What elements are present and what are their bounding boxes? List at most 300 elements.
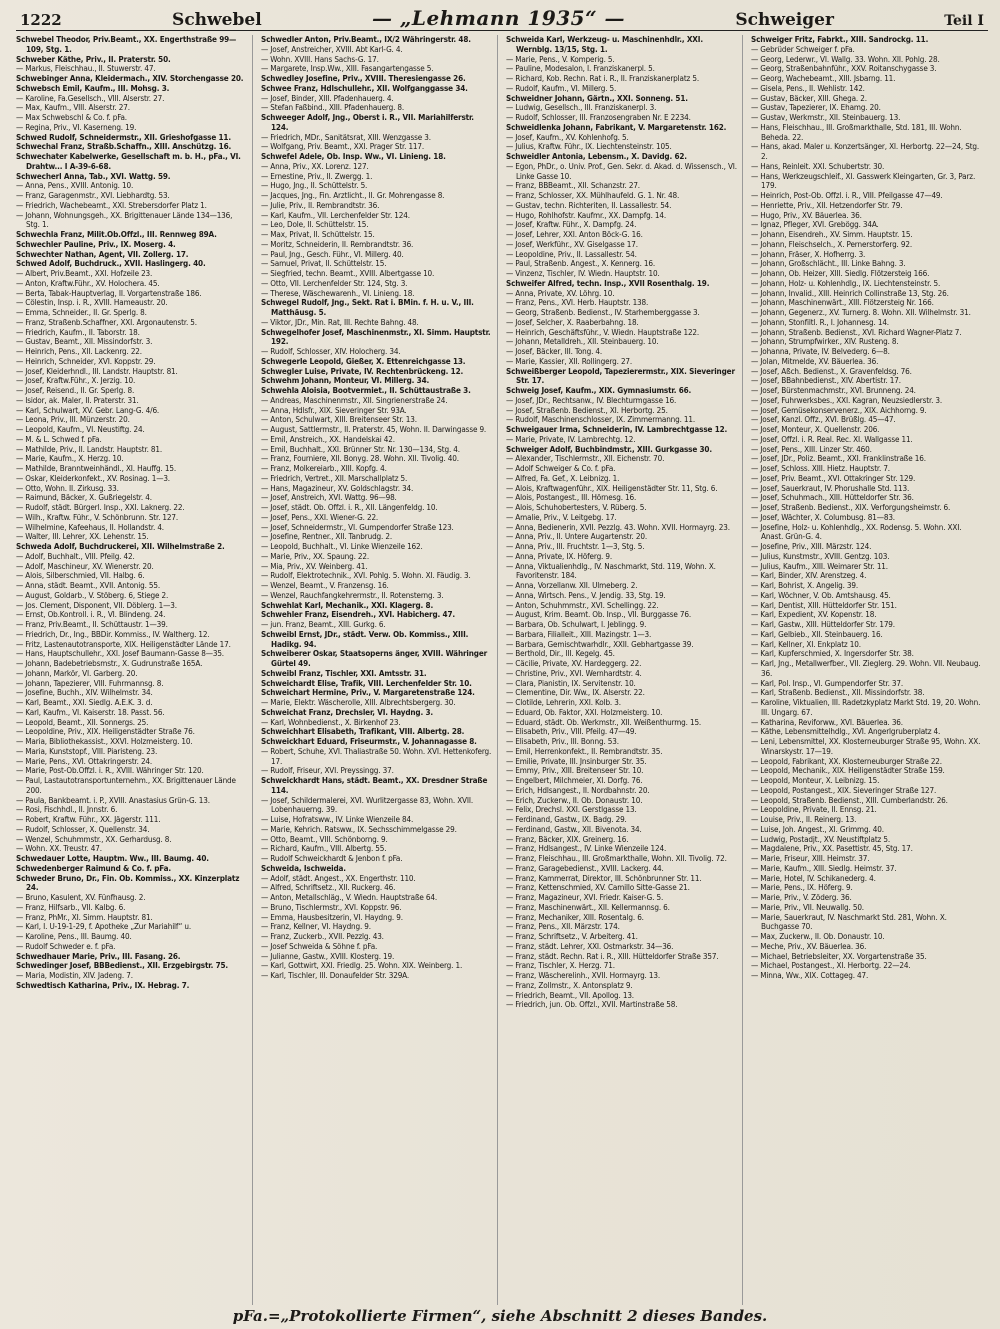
directory-entry: — Marie, Priv., XX. Spaung. 22. (261, 550, 370, 561)
directory-entry: — Anna, Priv., II. Untere Augartenstr. 20. (506, 531, 647, 542)
directory-entry: — Karoline, Viktualien, III. Radetzkyplatz Markt Std. 19, 20. Wohn. III. Ungarg. 67. (751, 697, 981, 717)
directory-entry: — Johann, Gegenerz., XV. Turnerg. 8. Wohn. XII. Wilhelmstr. 31. (751, 307, 971, 317)
directory-entry: — Johann, Straßenb. Bedienst., XVI. Richard Wagner-Platz 7. (751, 326, 962, 337)
directory-entry: Schwechla Franz, Milit.Ob.Offzl., III. Rennweg 89A. (16, 229, 217, 239)
directory-entry: — Marie, Kaufm., XIII. Siedlg. Heimstr. 37. (751, 862, 897, 873)
directory-entry: — Marie, Kaufm., X. Herzg. 10. (16, 453, 124, 464)
directory-entry: — Franz, Straßenb.Schaffner, XXI. Argonautenstr. 5. (16, 316, 197, 327)
directory-entry: — Wohn. XX. Treustr. 47. (16, 843, 102, 854)
directory-entry: Schwechler Pauline, Priv., IX. Moserg. 4. (16, 238, 176, 249)
directory-entry: — Karoline, Pens., III. Baumg. 40. (16, 931, 132, 941)
directory-entry: — Raimund, Bäcker, X. Gußriegelstr. 4. (16, 492, 152, 503)
directory-entry: — Vinzenz, Tischler, IV. Wiedn. Hauptstr. 10. (506, 268, 660, 278)
directory-entry: — Marie, Elektr. Wäscherolle, XIII. Albrechtsbergerg. 30. (261, 697, 456, 707)
directory-entry: — Josef, Werkführ., XV. Giselgasse 17. (506, 238, 638, 249)
directory-entry: — Franz, Zuckerb., XVII. Pezzlg. 43. (261, 931, 384, 941)
directory-entry: — Maria, Bibliothekassist., XXVI. Holzmeisterg. 10. (16, 736, 193, 746)
directory-entry: — Clementine, Dir. Ww., IX. Alserstr. 22. (506, 687, 645, 698)
directory-entry: — Josef, Bäcker, III. Tong. 4. (506, 346, 603, 356)
directory-entry: — Franz, Schriftsetz., V. Arbeiterg. 41. (506, 931, 638, 941)
directory-entry: — Georg, Lederwr., VI. Wallg. 33. Wohn. XII. Pohlg. 28. (751, 53, 940, 64)
directory-entry: Schweickhardt Hans, städt. Beamt., XX. Dresdner Straße 114. (261, 775, 488, 795)
directory-entry: — Stefan Faßbind., XIII. Pfadenhauerg. 8. (261, 102, 405, 113)
directory-entry: — Hans, akad. Maler u. Konzertsänger, XI. Herbortg. 22—24, Stg. 2. (751, 141, 980, 161)
directory-entry: — Leopold, Mechanik., XIX. Heiligenstädter Straße 159. (751, 765, 945, 776)
directory-entry: — Josef, Schuhmach., XIII. Hütteldorfer Str. 36. (751, 492, 914, 503)
directory-entry: — Franz, Kettenschmied, XV. Camillo Sitte-Gasse 21. (506, 882, 690, 893)
page-header (16, 6, 988, 31)
directory-entry: — Franz, Fleischhau., III. Großmarkthalle, Wohn. XII. Tivolig. 72. (506, 853, 727, 863)
directory-entry: — Friedrich, Beamt., VII. Apollog. 13. (506, 989, 634, 1000)
directory-entry: — Anna, Private, XV. Löhrg. 10. (506, 287, 615, 298)
directory-entry: — Otto, Wohn. II. Zirkusg. 33. (16, 482, 119, 493)
directory-entry: — Moritz, Schneiderin, II. Rembrandtstr. 36. (261, 238, 414, 249)
directory-entry: — Louise, Priv., II. Reinerg. 13. (751, 814, 857, 824)
directory-entry: Schwebinger Anna, Kleidermach., XIV. Storchengasse 20. (16, 73, 244, 83)
directory-entry: — August, Sattlermstr., II. Praterstr. 45, Wohn. II. Darwingasse 9. (261, 424, 487, 434)
directory-entry: Schweiger Fritz, Fabrkt., XIII. Sandrockg. 11. (751, 35, 929, 44)
directory-entry: — Johann, Tapezierer, VIII. Fuhrmannsg. 8. (16, 677, 164, 688)
directory-entry: — Josef, Monteur, X. Quellenstr. 206. (751, 424, 880, 434)
directory-entry: Schweifer Alfred, techn. Insp., XVII Rosenthalg. 19. (506, 277, 710, 288)
directory-entry: — Johann, Großschlächt., III. Linke Bahng. 3. (751, 258, 906, 269)
directory-entry: — Leni, Lebensmittel, XX. Klosterneuburger Straße 95, Wohn. XX. Winarskystr. 17—19. (751, 736, 981, 756)
directory-entry: Schweiger Adolf, Buchbindmstr., XIII. Gurkgasse 30. (506, 443, 712, 454)
directory-entry: — Leopold, Fabrikant, XX. Klosterneuburger Straße 22. (751, 755, 942, 766)
directory-entry: — Friedrich, Wachebeamt., XXI. Strebersdorfer Platz 1. (16, 199, 207, 210)
directory-entry: — Marie, Priv., VII. Neuwallg. 50. (751, 901, 864, 912)
directory-entry: — Berta, Tabak-Hauptverlag, II. Vorgartenstraße 186. (16, 287, 202, 298)
directory-entry: — Max Schwebschl & Co. f. pFa. (16, 112, 127, 122)
directory-entry: — Gustav, techn. Richteriten, II. Lassallestr. 54. (506, 199, 672, 210)
directory-entry: — Georg, Wachebeamt., XIII. Jsbarng. 11. (751, 73, 896, 83)
directory-entry: — Josef, Anstreich, XVI. Wattg. 96—98. (261, 492, 397, 503)
directory-entry: — Franz, Mechaniker, XIII. Rosentalg. 6. (506, 911, 644, 922)
directory-entry: — Mia, Priv., XV. Weinberg. 41. (261, 560, 368, 571)
directory-entry: — Franz, Kammerrat, Direktor, III. Schönbrunner Str. 11. (506, 872, 702, 883)
directory-entry: Schwedtisch Katharina, Priv., IX. Hebrag. 7. (16, 979, 190, 990)
directory-entry: — M. & L. Schwed f. pFa. (16, 433, 102, 444)
directory-entry: Schwegelhofer Josef, Maschinenmstr., XI. Simm. Hauptstr. 192. (261, 326, 491, 347)
directory-entry: — Josefine, Holz- u. Kohlenhdlg., XX. Rodensg. 5. Wohn. XXI. Anast. Grün-G. 4. (751, 521, 962, 542)
directory-entry: — Josef, Binder, XIII. Pfadenhauerg. 4. (261, 92, 394, 103)
directory-entry: — Josef, Gemüsekonservenerz., XIX. Aichhorng. 9. (751, 404, 927, 415)
directory-entry: — Josef, Schildermalerei, XVI. Wurlitzergasse 83, Wohn. XVII. Lobenhauerng. 39. (261, 794, 474, 815)
directory-entry: Schwed Rudolf, Schneidermstr., XII. Grieshofgasse 11. (16, 131, 231, 142)
directory-entry: — August, Krim. Beamt. Ob. Insp., VII. Burggasse 76. (506, 609, 692, 620)
directory-entry: — Ludwig, Gesellsch., III. Franziskanerpl. 3. (506, 102, 657, 113)
directory-entry: Schweickhart Eduard, Friseurmstr., V. Johannagasse 8. (261, 736, 477, 746)
directory-entry: — Franz, Molkereiarb., XIII. Kopfg. 4. (261, 463, 387, 473)
directory-entry: — Josef, JDr., Rechtsanw., IV. Blechturmgasse 16. (506, 394, 677, 405)
directory-entry: — Karl, Gastw., XIII. Hütteldorfer Str. 179. (751, 619, 895, 629)
directory-entry: — Rudolf, Kaufm., VI. Millerg. 5. (506, 82, 617, 93)
directory-entry: — Hans, Magazineur, XV. Goldschlagstr. 34. (261, 482, 414, 493)
directory-entry: — Hans, Hauptschullehr., XXI. Josef Baumann-Gasse 8—35. (16, 648, 224, 659)
directory-entry: — Richard, Kaufm., VIII. Albertg. 55. (261, 843, 387, 854)
directory-entry: — Adolf, städt. Angest., XX. Engerthstr. 110. (261, 872, 416, 883)
directory-entry: — Otto, VII. Lerchenfelder Str. 124, Stg. 3. (261, 277, 408, 288)
directory-entry: — Jacques, Jng., Fin. Arztlicht., II. Gr. Mohrengasse 8. (261, 190, 445, 200)
directory-entry: — Eduard, Ob. Faktor, XXI. Holzmeisterg. 10. (506, 706, 663, 717)
directory-entry: — Franz, Tischler, X. Herzg. 71. (506, 960, 615, 971)
directory-entry: — Alexander, Tischlermstr., XII. Eichenstr. 70. (506, 453, 665, 464)
directory-entry: — Wilhelmine, Kafeehaus, II. Hollandstr. 4. (16, 521, 164, 532)
directory-entry: — Marie, Private, IV. Lambrechtg. 12. (506, 433, 636, 444)
directory-entry: — Pauline, Modesalon, I. Franziskanerpl. 5. (506, 63, 655, 74)
directory-entry: Schwegerle Leopold, Gießer, X. Ettenreichgasse 13. (261, 355, 466, 366)
directory-entry: — Karl, Wöchner, V. Ob. Amtshausg. 45. (751, 589, 891, 600)
directory-entry: Schweibl Ernst, JDr., städt. Verw. Ob. Kommiss., XIII. Hadikg. 94. (261, 628, 469, 649)
directory-entry: — Marie, Kassier, XII. Rollingerg. 27. (506, 355, 633, 366)
directory-entry: Schwechter Nathan, Agent, VII. Zollerg. 17. (16, 248, 189, 259)
publication-title: — „Lehmann 1935“ — (371, 6, 626, 30)
directory-entry: — August, Goldarb., V. Stöberg. 6, Stiege 2. (16, 589, 169, 600)
directory-entry: — Max, Privat, II. Schüttelstr. 15. (261, 229, 375, 239)
directory-entry: — Alois, Kraftwagenführ., XIX. Heiligenstädter Str. 11, Stg. 6. (506, 482, 718, 493)
directory-entry: — Josef, Priv. Beamt., XVI. Ottakringer Str. 129. (751, 472, 916, 483)
directory-entry: — Anton, Kraftw.Führ., XV. Holochera. 45. (16, 277, 160, 288)
directory-entry: — Samuel, Privat, II. Schüttelstr. 15. (261, 258, 387, 269)
directory-entry: — Franz, Schlosser, XX. Mühlhaufeld. G. 1. Nr. 48. (506, 190, 680, 200)
directory-entry: — Anna, Private, IX. Höferg. 9. (506, 550, 613, 561)
directory-entry: Schweibl Franz, Tischler, XXI. Amtsstr. 31. (261, 667, 427, 678)
directory-entry: — Marie, Hotel, IV. Schikanederg. 4. (751, 872, 876, 883)
directory-entry: — Cäcilie, Private, XV. Hardeggerg. 22. (506, 658, 642, 668)
directory-entry: — Johann, Wohnungsgeh., XX. Brigittenauer Lände 134—136, Stg. 1. (16, 209, 233, 230)
directory-entry: — Wenzel, Schuhmmstr., XX. Gerhardusg. 8. (16, 833, 172, 844)
directory-entry: — Josef, JDr., Poliz. Beamt., XXI. Franklinstraße 16. (751, 453, 926, 464)
header-first-entry: Schwebel (172, 10, 262, 30)
directory-entry: — Franz, städt. Lehrer, XXI. Ostmarkstr. 34—36. (506, 940, 674, 951)
directory-entry: — Wohn. XVIII. Hans Sachs-G. 17. (261, 53, 379, 64)
directory-entry: — Cölestin, Insp. i. R., XVIII. Hameaustr. 20. (16, 297, 168, 308)
directory-entry: — Karl, Bohrist, X. Angelig. 39. (751, 580, 859, 590)
directory-entry: — Marie, Priv., V. Zöderg. 36. (751, 892, 852, 902)
directory-entry: — Gustav, Tapezierer, IX. Ehamg. 20. (751, 102, 881, 113)
directory-entry: Schwehlat Karl, Mechanik., XXI. Klagerg. 8. (261, 599, 434, 610)
directory-entry: — Johann, Maschinenwärt., XIII. Flötzersteig Nr. 166. (751, 297, 934, 308)
directory-entry: — Josef, Bürstenmachmstr., XVI. Brunneng. 24. (751, 385, 916, 395)
directory-entry: — Friedrich, Dr., Ing., BBDir. Kommiss., IV. Waltherg. 12. (16, 628, 210, 639)
directory-entry: — Minna, Ww., XIX. Cottageg. 47. (751, 970, 869, 980)
directory-entry: — Jolan, Mitmelde, XV. Bäuerlea. 36. (751, 355, 879, 366)
directory-entry: — Anton, Schulwart, XIII. Breitenseer Str. 13. (261, 414, 417, 425)
directory-entry: — Anton, Metallschläg., V. Wiedn. Hauptstraße 64. (261, 892, 438, 902)
directory-entry: — Regina, Priv., VI. Kaserneng. 19. (16, 121, 137, 132)
directory-entry: — Heinrich, Geschäftsführ., V. Wiedn. Hauptstraße 122. (506, 326, 700, 337)
directory-entry: — Clara, Pianistin, IX. Servitenstr. 10. (506, 677, 636, 688)
directory-entry: — Johann, Fräser, X. Hofherrg. 3. (751, 248, 866, 259)
directory-entry: — Hans, Werkzeugschleif., XI. Gasswerk Kleingarten, Gr. 3, Parz. 179. (751, 170, 976, 191)
directory-entry: — Josefine, Rentner., XII. Tanbrudg. 2. (261, 531, 392, 542)
directory-entry: Schwedler Anton, Priv.Beamt., IX/2 Währingerstr. 48. (261, 35, 471, 44)
directory-entry: — Paul, Lastautotransportunternehm., XX. Brigittenauer Lände 200. (16, 775, 236, 795)
directory-entry: — Josef, Reisend., II. Gr. Sperlg. 8. (16, 385, 135, 395)
directory-entry: — Anna, Pens., XVIII. Antonig. 10. (16, 180, 134, 191)
directory-entry: — Johann, Ob. Heizer, XIII. Siedlg. Flötzersteig 166. (751, 268, 930, 278)
directory-entry: — Johanna, Private, IV. Belvederg. 6—8. (751, 346, 890, 356)
directory-entry: — Johann, Stonfiltl. R., I. Johannesg. 14. (751, 316, 889, 327)
directory-entry: Schweichart Hermine, Priv., V. Margaretenstraße 124. (261, 687, 475, 698)
directory-entry: — Karl, Straßenb. Bedienst., XII. Missindorfstr. 38. (751, 687, 925, 698)
directory-entry: — Hugo, Priv., XV. Bäuerlea. 36. (751, 209, 862, 220)
directory-entry: — Leopold, Buchhalt., VI. Linke Wienzeile 162. (261, 541, 423, 551)
directory-entry: — Marie, Sauerkraut, IV. Naschmarkt Std. 281, Wohn. X. Buchgasse 70. (751, 911, 947, 932)
directory-entry: — Georg, Straßenbahnführ., XXV. Roitanschygasse 3. (751, 63, 937, 74)
directory-entry: — Josef, Wächter, X. Columbusg. 81—83. (751, 511, 895, 522)
directory-entry: Schweißberger Leopold, Tapezierermstr., XIX. Sieveringer Str. 17. (506, 365, 735, 386)
directory-entry: — Paul, Straßenb. Angest., X. Kennerg. 16. (506, 258, 656, 269)
directory-entry: — Adolf Schweiger & Co. f. pFa. (506, 463, 616, 473)
directory-entry: — Karl, Beamt., XXI. Siedlg. A.E.K. 3. d. (16, 697, 153, 707)
directory-entry: — Franz, Pens., XII. Märzstr. 174. (506, 921, 620, 932)
directory-entry: Schwehm Johann, Monteur, VI. Millerg. 34. (261, 375, 430, 386)
directory-entry: — Julius, Kunstmstr., XVIII. Gentzg. 103. (751, 550, 890, 561)
directory-entry: — Christine, Priv., XVI. Wernhardtstr. 4. (506, 667, 642, 678)
directory-entry: — Josef, Kleiderhndl., III. Landstr. Hauptstr. 81. (16, 365, 178, 376)
column-1 (16, 35, 253, 1305)
directory-entry: — Emil, Herrenkonfekt., II. Rembrandtstr. 35. (506, 745, 663, 756)
directory-entry: — Franz, Garagenmstr., XVI. Liebhardtg. 53. (16, 190, 170, 200)
directory-entry: — Marie, Pens., V. Komperig. 5. (506, 53, 615, 64)
directory-entry: — Emma, Hausbesitzerin, VI. Haydng. 9. (261, 911, 403, 922)
directory-entry: — Karl, I. U-19-1-29, f. Apotheke „Zur Mariahilf“ u. (16, 921, 192, 932)
directory-entry: — Johann, Fleischselch., X. Pernerstorferg. 92. (751, 238, 913, 249)
directory-entry: — Elisabeth, Priv., VIII. Pfeilg. 47—49. (506, 726, 637, 737)
directory-entry: — Elisabeth, Priv., III. Bonng. 53. (506, 736, 619, 746)
directory-entry: — Karl, Wohnbedienst., X. Birkenhof 23. (261, 716, 401, 727)
directory-entry: — Therese, Wäschewarenh., VI. Linieng. 18. (261, 287, 415, 298)
directory-entry: — Ernestine, Priv., II. Zwergg. 1. (261, 170, 373, 181)
directory-entry: — Julie, Priv., II. Rembrandtstr. 36. (261, 199, 380, 210)
directory-entry: Schwehla Aloisia, Bootvermiet., II. Schüttaustraße 3. (261, 385, 471, 395)
directory-entry: — Magdalene, Priv., XX. Pasettistr. 45, Stg. 17. (751, 843, 913, 854)
directory-entry: — Leo, Dole, II. Schüttelstr. 15. (261, 219, 369, 230)
directory-entry: — Franz, Pens., XVI. Herb. Hauptstr. 138. (506, 297, 649, 308)
directory-entry: — Josef, Sauerkraut, IV. Phorushalle Std. 113. (751, 482, 910, 493)
directory-entry: Schwebel Theodor, Priv.Beamt., XX. Engerthstraße 99—109, Stg. 1. (16, 35, 237, 54)
directory-entry: — Karl, Binder, XIV. Arenstzeg. 4. (751, 570, 867, 581)
directory-entry: — Karl, Schulwart, XV. Gebr. Lang-G. 4/6. (16, 404, 160, 415)
directory-entry: — Mathilde, Branntweinhändl., XI. Hauffg. 15. (16, 463, 176, 473)
directory-entry: Schweichhart Elisabeth, Trafikant, VIII. Albertg. 28. (261, 726, 465, 737)
directory-entry: — Heinrich, Schneider, XVI. Koppstr. 29. (16, 355, 156, 366)
directory-entry: — Fritz, Lastenautotransporte, XIX. Heiligenstädter Lände 17. (16, 638, 231, 649)
directory-entry: — Josef, Schneidermstr., VI. Gumpendorfer Straße 123. (261, 521, 454, 532)
directory-entry: Schweidler Antonia, Lebensm., X. Davidg. 62. (506, 151, 687, 161)
directory-entry: — Josef, Kanzl. Offz., XVI. Brüßlg. 45—47. (751, 414, 896, 425)
directory-entry: — Meche, Priv., XV. Bäuerlea. 36. (751, 940, 867, 951)
directory-entry: — Anna, Bedienerin, XVII. Pezzlg. 43. Wohn. XVII. Hormayrg. 23. (506, 521, 730, 532)
directory-entry: — Rudolf, Schlosser, XIV. Holocherg. 34. (261, 346, 401, 356)
directory-entry: — Maria, Kunststopf., VIII. Piaristeng. 23. (16, 745, 158, 756)
directory-entry: — Alois, Postangest., III. Hörnesg. 16. (506, 492, 637, 503)
directory-entry: — Max, Zuckerw., II. Ob. Donaustr. 10. (751, 931, 885, 941)
directory-entry: — Albert, Priv.Beamt., XXI. Hofzeile 23. (16, 268, 153, 278)
directory-entry: — Leopold, Straßenb. Bedienst., XIII. Cumberlandstr. 26. (751, 794, 948, 805)
directory-entry: — Hugo, Rohlhofstr. Kaufmr., XX. Dampfg. 14. (506, 209, 667, 220)
directory-entry: — Julianne, Gastw., XVIII. Klosterg. 19. (261, 950, 395, 961)
directory-entry: Schweda Adolf, Buchdruckerei, XII. Wilhelmstraße 2. (16, 541, 225, 551)
directory-entry: — Gebrüder Schweiger f. pFa. (751, 43, 855, 54)
directory-entry: — Johann, Badebetriebsmstr., X. Gudrunstraße 165A. (16, 658, 203, 668)
directory-entry: — Michael, Betriebsleiter, XX. Vorgartenstraße 35. (751, 950, 927, 961)
directory-entry: — Robert, Kraftw. Führ., XX. Jägerstr. 111. (16, 814, 161, 824)
directory-entry: — Georg, Straßenb. Bedienst., IV. Starhemberggasse 3. (506, 307, 700, 317)
directory-entry: — Julius, Kaufm., XIII. Weimarer Str. 11. (751, 560, 888, 571)
directory-entry: — Friedrich, MDr., Sanitätsrat, XIII. Wenzgasse 3. (261, 131, 431, 142)
directory-entry: — Marie, Post-Ob.Offzl. i. R., XVIII. Währinger Str. 120. (16, 765, 204, 776)
directory-entry: — Engelbert, Milchmeier, XI. Dorfg. 76. (506, 775, 643, 785)
directory-entry: Schwedinger Josef, BBBedienst., XII. Erzgebirgstr. 75. (16, 960, 229, 971)
directory-entry: — Karl, Kupferschmied, X. Ingersdorfer Str. 38. (751, 648, 914, 659)
directory-entry: — Josef, Selcher, X. Raaberbahng. 18. (506, 316, 639, 327)
directory-entry: Schweigauer Irma, Schneiderin, IV. Lambrechtgasse 12. (506, 424, 728, 434)
directory-entry: — Emma, Schneider., II. Gr. Sperlg. 8. (16, 307, 147, 317)
directory-entry: — Josefine, Priv., XIII. Märzstr. 124. (751, 541, 872, 551)
directory-entry: — Josef, Schloss. XIII. Hietz. Hauptstr. 7. (751, 463, 890, 473)
directory-entry: — Franz, Maschinenwärt., XII. Kellermannsg. 6. (506, 901, 670, 912)
directory-entry: Schwedenberger Raimund & Co. f. pFa. (16, 862, 172, 873)
directory-entry: — Emmy, Priv., XIII. Breitenseer Str. 10. (506, 765, 644, 776)
directory-entry: — Maria, Modistin, XIV. Jadeng. 7. (16, 970, 133, 980)
directory-entry: — Margarete, Insp.Ww., XIII. Fasangartengasse 5. (261, 63, 434, 74)
directory-entry: — Franz, BBBeamt., XII. Schanzstr. 27. (506, 180, 640, 191)
directory-entry: — Josef, Anstreicher, XVIII. Abt Karl-G. 4. (261, 43, 403, 54)
directory-entry: — Josef, Kraftw. Führ., X. Dampfg. 24. (506, 219, 637, 230)
entry-columns (16, 35, 988, 1305)
directory-entry: — Gustav, Werkmstr., XII. Steinbauerg. 13. (751, 112, 901, 122)
column-4 (751, 35, 988, 1305)
directory-entry: — Anna, Priv., III. Fruchtstr. 1—3, Stg. 5. (506, 541, 645, 551)
directory-entry: Schwefel Adele, Ob. Insp. Ww., VI. Linieng. 18. (261, 151, 446, 161)
directory-entry: — Leopoldine, Priv., II. Lassallestr. 54. (506, 248, 637, 259)
directory-entry: Schwebsch Emil, Kaufm., III. Mohsg. 3. (16, 82, 170, 93)
directory-entry: Schweichat Franz, Drechsler, VI. Haydng. 3. (261, 706, 434, 717)
directory-entry: — Egon, PhDr., o. Univ. Prof., Gen. Sekr. d. Akad. d. Wissensch., VI. Linke Gasse 10. (506, 160, 737, 181)
directory-entry: — Josefine, Buchh., XIV. Wilhelmstr. 34. (16, 687, 153, 698)
directory-entry: — Adolf, Maschineur, XV. Wienerstr. 20. (16, 560, 154, 571)
directory-entry: — Gustav, Bäcker, XIII. Ghega. 2. (751, 92, 867, 103)
directory-entry: Schweichardt Elise, Trafik, VIII. Lerchenfelder Str. 10. (261, 677, 472, 688)
directory-entry: — Rudolf Schweickhardt & Jenbon f. pFa. (261, 853, 403, 863)
page-footer-note: pFa.=„Protokollierte Firmen“, siehe Abschnitt 2 dieses Bandes. (232, 1307, 768, 1325)
directory-entry: — Leopold, Postangest., XIX. Sieveringer Straße 127. (751, 784, 937, 795)
directory-entry: — Anna, Wirtsch. Pens., V. Jendig. 33, Stg. 19. (506, 589, 666, 600)
directory-entry: — Josef Schweida & Söhne f. pFa. (261, 940, 378, 951)
directory-entry: — Ludwig, Postadjt., XV. Neustiftplatz 5. (751, 833, 890, 844)
directory-entry: — Leopold, Beamt., XII. Sonnergs. 25. (16, 716, 149, 727)
directory-entry: Schweber Käthe, Priv., II. Praterstr. 50. (16, 53, 171, 64)
directory-entry: — Franz, PhMr., XI. Simm. Hauptstr. 81. (16, 911, 153, 922)
directory-entry: Schwegler Luise, Private, IV. Rechtenbrückeng. 12. (261, 365, 464, 376)
directory-entry: — Anna, Viktualienhdlg., IV. Naschmarkt, Std. 119, Wohn. X. Favoritenstr. 184. (506, 560, 716, 581)
directory-entry: — Franz, Kellner, VI. Haydng. 9. (261, 921, 371, 932)
directory-entry: — Anna, Priv., XX. Lorenz. 127. (261, 160, 369, 171)
directory-entry: — Karl, Dentist, XIII. Hütteldorfer Str. 151. (751, 599, 897, 610)
directory-entry: — Josef, Kaufm., XV. Kohlenhofg. 5. (506, 131, 629, 142)
directory-entry: — Emilie, Private, III. Jnsinburger Str. 35. (506, 755, 647, 766)
directory-entry: — Oskar, Kleiderkonfekt., XV. Rosinag. 1—3. (16, 472, 170, 483)
directory-entry: — jun. Franz, Beamt., XIII. Gurkg. 6. (261, 619, 386, 629)
directory-entry: — Franz, Hdlsangest., IV. Linke Wienzeile 124. (506, 843, 667, 854)
directory-entry: — Max, Kaufm., VIII. Alserstr. 27. (16, 102, 130, 113)
directory-entry: Schweidner Johann, Gärtn., XXI. Sonneng. 51. (506, 92, 688, 103)
directory-entry: Schweeger Adolf, Jng., Oberst i. R., VII. Mariahilferstr. 124. (261, 112, 474, 132)
header-last-entry: Schweiger (735, 10, 834, 30)
directory-entry: — Josef, BBahnbedienst., XIV. Abertistr. 17. (751, 375, 901, 386)
directory-entry: — Johann, Holz- u. Kohlenhdlg., IX. Liechtensteinstr. 5. (751, 277, 941, 288)
directory-entry: — Katharina, Reviforww., XVI. Bäuerlea. 36. (751, 716, 903, 727)
directory-entry: — Johann, Strumpfwirker., XIV. Rusteng. 8. (751, 336, 899, 347)
directory-entry: — Isidor, ak. Maler, II. Praterstr. 31. (16, 394, 139, 405)
directory-entry: — Emil, Anstreich., XX. Handelskai 42. (261, 433, 395, 444)
directory-entry: — Erich, Hdlsangest., II. Nordbahnstr. 20. (506, 784, 650, 795)
directory-entry: — Leopold, Kaufm., VI. Neustiftg. 24. (16, 424, 145, 434)
directory-entry: Schwedley Josefine, Priv., XVIII. Theresiengasse 26. (261, 73, 466, 83)
directory-entry: — Josef, Pens., XIII. Linzer Str. 460. (751, 443, 872, 454)
directory-entry: — Marie, Friseur, XIII. Heimstr. 37. (751, 853, 870, 863)
directory-entry: — Johann, Invalid., XIII. Heinrich Collinstraße 13, Stg. 26. (751, 287, 949, 298)
directory-entry: Schwehler Franz, Eisendreh., XVI. Habicherg. 47. (261, 609, 455, 620)
directory-entry: — Friedrich, jun. Ob. Offzl., XVII. Martinstraße 58. (506, 999, 678, 1010)
directory-entry: — Franz, Fourniere, XII. Bonyg. 28. Wohn. XII. Tivolig. 40. (261, 453, 459, 464)
directory-entry: — Ferdinand, Gastw., XII. Bivenota. 34. (506, 823, 642, 834)
directory-entry: — Anna, Hdlsfr., XIX. Sieveringer Str. 93A. (261, 404, 407, 415)
directory-entry: — Josef, Straßenb. Bedienst., XIX. Verforgungsheimstr. 6. (751, 502, 951, 512)
directory-entry: — Josef, Straßenb. Bedienst., XI. Herbortg. 25. (506, 404, 668, 415)
directory-entry: Schwechater Kabelwerke, Gesellschaft m. b. H., pFa., VI. Drahtw... I A-39-6-68. (16, 151, 241, 171)
directory-entry: — Bruno, Kasulent, XV. Fünfhausg. 2. (16, 892, 146, 902)
directory-entry: — Gisela, Pens., II. Wehlistr. 142. (751, 82, 865, 93)
directory-entry: — Heinrich, Post-Ob. Offzl. i. R., VIII. Pfeilgasse 47—49. (751, 190, 943, 200)
directory-entry: — Franz, Wäscherelinh., XVII. Hormayrg. 13. (506, 970, 661, 980)
directory-entry: — Luise, Hofratsww., IV. Linke Wienzeile 84. (261, 814, 414, 824)
column-2 (261, 35, 498, 1305)
directory-entry: — Karl, Kaufm., VII. Lerchenfelder Str. 124. (261, 209, 410, 220)
directory-entry: — Josef, Kraftw.Führ., X. Jerzig. 10. (16, 375, 136, 386)
directory-entry: — Jos. Clement, Disponent, VII. Döblerg. 1—3. (16, 599, 177, 610)
directory-entry: — Emil, Buchhalt., XXI. Brünner Str. Nr. 130—134, Stg. 4. (261, 443, 460, 454)
directory-entry: — Mathilde, Priv., II. Landstr. Hauptstr. 81. (16, 443, 163, 454)
directory-entry: — Alois, Silberschmied, VII. Halbg. 6. (16, 570, 145, 581)
directory-entry: — Josef, Pens., XXI. Wiener-G. 22. (261, 511, 379, 522)
directory-entry: — Paul, Jng., Gesch. Führ., VI. Millerg. 40. (261, 248, 404, 259)
directory-entry: — Rudolf, städt. Bürgerl. Insp., XXI. Laknerg. 22. (16, 502, 185, 512)
directory-entry: Schwed Adolf, Buchdruck., XVII. Haslingerg. 40. (16, 258, 206, 269)
directory-entry: — Berthold, Dir., III. Kegelg. 45. (506, 648, 615, 659)
directory-entry: — Barbara, Gemischtwarhdlr., XXII. Gebhartgasse 39. (506, 638, 694, 649)
directory-entry: — Adolf, Buchhalt., VIII. Pfeilg. 42. (16, 550, 135, 561)
directory-entry: — Rudolf, Schlosser, III. Franzosengraben Nr. E 2234. (506, 112, 691, 122)
directory-entry: — Marie, Kehrich. Ratsww., IX. Sechsschimmelgasse 29. (261, 823, 457, 834)
directory-entry: — Hugo, Jng., II. Schüttelstr. 5. (261, 180, 368, 191)
directory-entry: — Rosi, Fischhdl., II. Jnnstr. 6. (16, 804, 118, 815)
directory-entry: — Heinrich, Pens., XII. Lackenrg. 22. (16, 346, 142, 356)
directory-entry: — Luise, Joh. Angest., XI. Grimmg. 40. (751, 823, 884, 834)
directory-entry: — Marie, Pens., XVI. Ottakringerstr. 24. (16, 755, 153, 766)
directory-entry: — Karl, Gottwirt, XXI. Friedlg. 25. Wohn. XIX. Weinberg. 1. (261, 960, 463, 971)
directory-entry: Schwegel Rudolf, Jng., Sekt. Rat i. BMin. f. H. u. V., III. Matthäusg. 5. (261, 297, 474, 317)
directory-entry: — Eduard, städt. Ob. Werkmstr., XII. Weißenthurmg. 15. (506, 716, 702, 727)
directory-entry: — Clotilde, Lehrerin, XXI. Kolb. 3. (506, 697, 621, 707)
directory-entry: — Leona, Priv., III. Münzerstr. 20. (16, 414, 130, 425)
directory-entry: — Barbara, Filialleit., XIII. Mazingstr. 1—3. (506, 628, 652, 639)
directory-entry: Schweiberer Oskar, Staatsoperns änger, XVIII. Währinger Gürtel 49. (261, 648, 488, 668)
directory-entry: — Josef, städt. Ob. Offzl. i. R., XII. Längenfeldg. 10. (261, 502, 438, 512)
directory-entry: — Erich, Zuckerw., II. Ob. Donaustr. 10. (506, 794, 643, 805)
